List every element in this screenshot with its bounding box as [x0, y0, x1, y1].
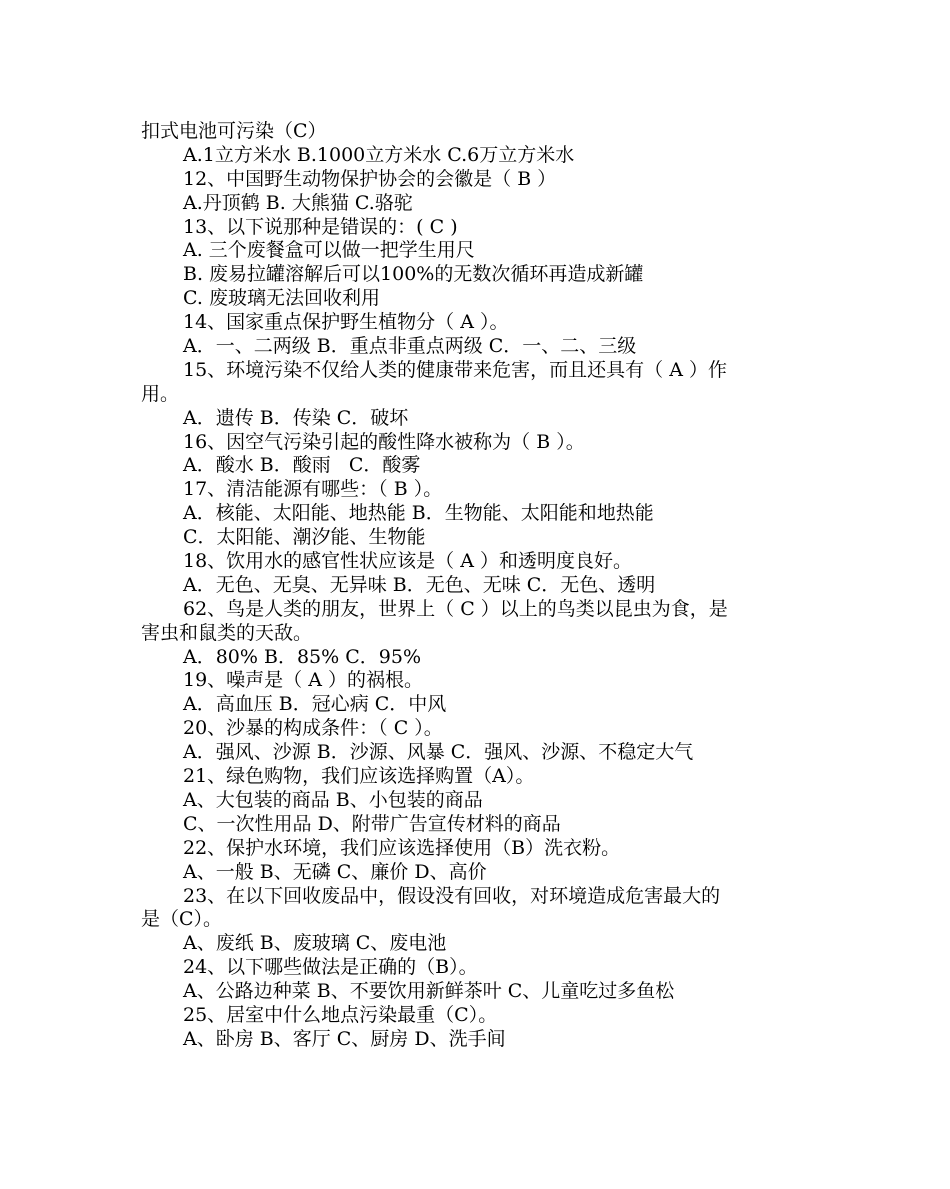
text-line: A．遗传 B．传染 C．破坏 — [183, 406, 409, 429]
text-line: A、废纸 B、废玻璃 C、废电池 — [183, 932, 447, 955]
text-line: C、一次性用品 D、附带广告宣传材料的商品 — [183, 812, 561, 835]
text-line: 23、在以下回收废品中，假设没有回收，对环境造成危害最大的 — [183, 884, 721, 907]
text-line: 13、以下说那种是错误的：( C ) — [183, 215, 458, 238]
text-line: C．太阳能、潮汐能、生物能 — [183, 526, 426, 549]
text-line: 16、因空气污染引起的酸性降水被称为（ B ）。 — [183, 430, 585, 453]
text-line: 14、国家重点保护野生植物分（ A ）。 — [183, 311, 509, 334]
text-line: 15、环境污染不仅给人类的健康带来危害，而且还具有（ A ）作 — [183, 358, 727, 381]
text-line: A．强风、沙源 B．沙源、风暴 C．强风、沙源、不稳定大气 — [183, 741, 694, 764]
text-line: A．核能、太阳能、地热能 B．生物能、太阳能和地热能 — [183, 502, 654, 525]
text-line: 20、沙暴的构成条件：（ C ）。 — [183, 717, 443, 740]
document-body — [141, 120, 821, 1052]
text-line: 24、以下哪些做法是正确的（B）。 — [183, 956, 478, 979]
text-line: 害虫和鼠类的天敌。 — [141, 621, 313, 644]
text-line: A.丹顶鹤 B. 大熊猫 C.骆驼 — [183, 191, 413, 214]
text-line: 22、保护水环境，我们应该选择使用（B）洗衣粉。 — [183, 836, 621, 859]
text-line: A．80% B．85% C．95% — [183, 645, 421, 668]
text-line: 是（C）。 — [141, 908, 223, 931]
text-line: A．酸水 B．酸雨 C．酸雾 — [183, 454, 421, 477]
text-line: C. 废玻璃无法回收利用 — [183, 287, 380, 310]
text-line: 17、清洁能源有哪些：（ B ）。 — [183, 478, 443, 501]
text-line: A、公路边种菜 B、不要饮用新鲜茶叶 C、儿童吃过多鱼松 — [183, 980, 675, 1003]
text-line: 18、饮用水的感官性状应该是（ A ）和透明度良好。 — [183, 550, 632, 573]
text-line: A、大包装的商品 B、小包装的商品 — [183, 788, 483, 811]
text-line: A．一、二两级 B．重点非重点两级 C．一、二、三级 — [183, 335, 637, 358]
text-line: 19、噪声是（ A ）的祸根。 — [183, 669, 423, 692]
text-line: A、一般 B、无磷 C、廉价 D、高价 — [183, 860, 487, 883]
text-line: 用。 — [141, 382, 180, 405]
text-line: B. 废易拉罐溶解后可以100%的无数次循环再造成新罐 — [183, 263, 644, 286]
text-line: 62、鸟是人类的朋友，世界上（ C ）以上的鸟类以昆虫为食，是 — [183, 597, 728, 620]
text-line: A、卧房 B、客厅 C、厨房 D、洗手间 — [183, 1027, 506, 1050]
text-line: 25、居室中什么地点污染最重（C）。 — [183, 1003, 498, 1026]
text-line: 21、绿色购物，我们应该选择购置（A）。 — [183, 765, 535, 788]
text-line: A. 三个废餐盒可以做一把学生用尺 — [183, 239, 475, 262]
text-line: 12、中国野生动物保护协会的会徽是（ B ） — [183, 167, 557, 190]
text-line: A．无色、无臭、无异味 B．无色、无味 C．无色、透明 — [183, 573, 656, 596]
text-line: 扣式电池可污染（C） — [141, 120, 327, 142]
text-line: A．高血压 B．冠心病 C．中风 — [183, 693, 447, 716]
text-line: A.1立方米水 B.1000立方米水 C.6万立方米水 — [183, 143, 575, 166]
